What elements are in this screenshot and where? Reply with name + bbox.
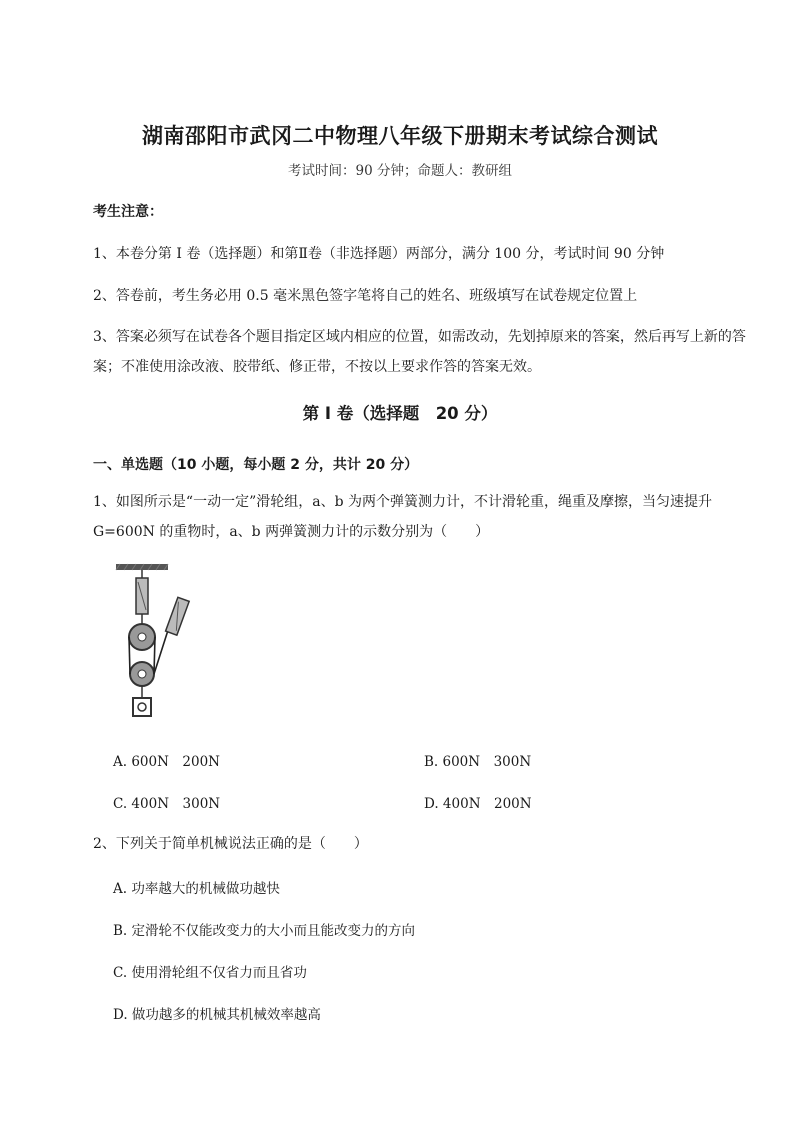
q2-option-a: A. 功率越大的机械做功越快 [113,881,280,897]
weight-g [133,698,151,716]
question-1-stem: 1、如图所示是“一动一定”滑轮组，a、b 为两个弹簧测力计，不计滑轮重，绳重及摩擦，当匀速提升 G=600N 的重物时，a、b 两弹簧测力计的示数分别为（ ） [93,494,712,540]
q1-option-c: C. 400N 300N [113,796,221,812]
question-group-title: 一、单选题（10 小题，每小题 2 分，共计 20 分） [93,457,419,473]
notice-item-3: 3、答案必须写在试卷各个题目指定区域内相应的位置，如需改动，先划掉原来的答案，然后再写上新的答案；不准使用涂改液、胶带纸、修正带，不按以上要求作答的答案无效。 [93,329,746,375]
question-2-stem: 2、下列关于简单机械说法正确的是（ ） [93,836,368,852]
section-title: 第 I 卷（选择题 20 分） [302,404,498,423]
pulley-diagram [112,562,202,722]
q2-option-c: C. 使用滑轮组不仅省力而且省功 [113,965,307,981]
notice-item-2: 2、答卷前，考生务必用 0.5 毫米黑色签字笔将自己的姓名、班级填写在试卷规定位置上 [93,288,638,304]
q1-option-b: B. 600N 300N [424,754,532,770]
exam-meta: 考试时间：90 分钟；命题人：教研组 [288,163,512,179]
q1-option-d: D. 400N 200N [424,796,532,812]
notice-heading: 考生注意： [93,204,163,220]
q1-option-a: A. 600N 200N [113,754,220,770]
q2-option-b: B. 定滑轮不仅能改变力的大小而且能改变力的方向 [113,923,416,939]
page-title: 湖南邵阳市武冈二中物理八年级下册期末考试综合测试 [142,124,658,148]
q2-option-d: D. 做功越多的机械其机械效率越高 [113,1007,321,1023]
notice-item-1: 1、本卷分第 I 卷（选择题）和第Ⅱ卷（非选择题）两部分，满分 100 分，考试时间 90 分钟 [93,246,665,262]
